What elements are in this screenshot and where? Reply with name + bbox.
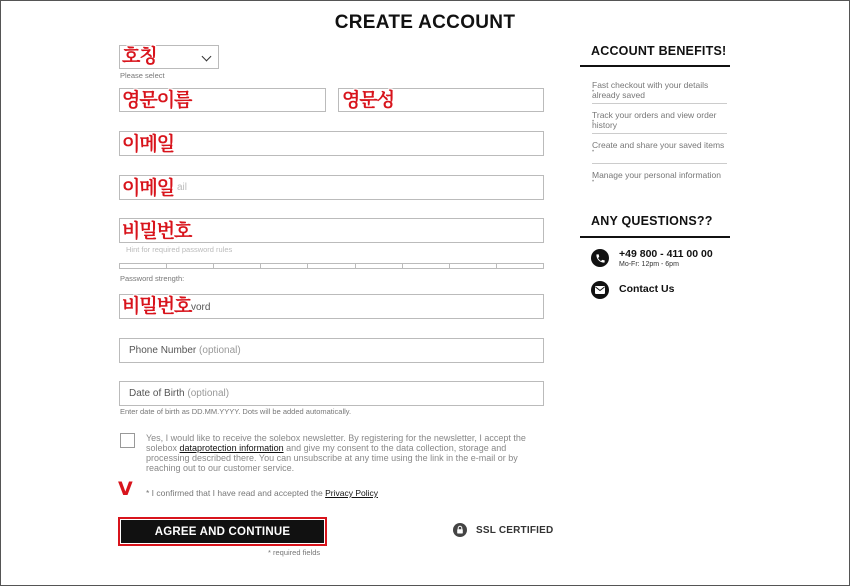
mail-icon bbox=[591, 281, 609, 299]
password-confirm-label: 비밀번호 bbox=[122, 295, 192, 317]
page-title: CREATE ACCOUNT bbox=[334, 12, 516, 33]
newsletter-checkbox[interactable] bbox=[120, 433, 135, 448]
email-field[interactable] bbox=[119, 131, 544, 156]
email-confirm-label: 이메일 bbox=[122, 177, 175, 199]
benefit-item: • Track your orders and view order history bbox=[592, 111, 727, 130]
password-strength-meter bbox=[119, 263, 544, 269]
agree-continue-label: AGREE AND CONTINUE bbox=[121, 520, 324, 543]
benefit-item: • Create and share your saved items bbox=[592, 141, 727, 151]
salutation-hint: Please select bbox=[120, 71, 165, 80]
password-strength-label: Password strength: bbox=[120, 274, 185, 283]
phone-placeholder: Phone Number (optional) bbox=[129, 345, 241, 356]
benefit-divider bbox=[592, 163, 727, 164]
support-phone[interactable]: +49 800 - 411 00 00 bbox=[619, 248, 713, 260]
privacy-policy-link[interactable]: Privacy Policy bbox=[325, 488, 378, 498]
lock-icon bbox=[453, 523, 467, 537]
benefits-title: ACCOUNT BENEFITS! bbox=[591, 44, 727, 58]
dob-placeholder: Date of Birth (optional) bbox=[129, 388, 230, 399]
questions-title: ANY QUESTIONS?? bbox=[591, 214, 713, 228]
benefit-divider bbox=[592, 103, 727, 104]
benefits-rule bbox=[580, 65, 730, 67]
support-hours: Mo-Fr: 12pm - 6pm bbox=[619, 261, 679, 268]
dob-hint: Enter date of birth as DD.MM.YYYY. Dots will be added automatically. bbox=[120, 407, 352, 416]
password-label: 비밀번호 bbox=[122, 220, 192, 242]
required-fields-note: * required fields bbox=[268, 548, 321, 557]
benefit-divider bbox=[592, 133, 727, 134]
agree-continue-button[interactable] bbox=[118, 517, 327, 546]
questions-rule bbox=[580, 236, 730, 238]
dataprotection-link[interactable]: dataprotection information bbox=[179, 443, 284, 453]
contact-us-link[interactable]: Contact Us bbox=[619, 283, 675, 295]
phone-icon bbox=[591, 249, 609, 267]
newsletter-consent-text: Yes, I would like to receive the solebox newsletter. By registering for the newsletter, I accept the solebox dataprotection information and give my consent to the data collection, storage and processing described there. You can unsubscribe at any time using the link in the e-mail or by reaching out to our customer service. bbox=[146, 433, 526, 473]
last-name-label: 영문성 bbox=[342, 89, 395, 111]
password-hint: Hint for required password rules bbox=[126, 245, 233, 254]
benefit-item: • Fast checkout with your details already saved bbox=[592, 81, 727, 100]
password-confirm-placeholder: vord bbox=[191, 302, 211, 313]
privacy-checkmark[interactable]: V bbox=[118, 478, 133, 500]
benefit-item: • Manage your personal information bbox=[592, 171, 727, 181]
email-confirm-placeholder: ail bbox=[177, 182, 188, 193]
ssl-badge: SSL CERTIFIED bbox=[453, 523, 553, 537]
privacy-consent-text: * I confirmed that I have read and accepted the Privacy Policy bbox=[146, 488, 378, 498]
first-name-label: 영문이름 bbox=[122, 89, 192, 111]
chevron-down-icon bbox=[202, 52, 212, 62]
salutation-label: 호칭 bbox=[122, 45, 157, 67]
email-label: 이메일 bbox=[122, 133, 175, 155]
